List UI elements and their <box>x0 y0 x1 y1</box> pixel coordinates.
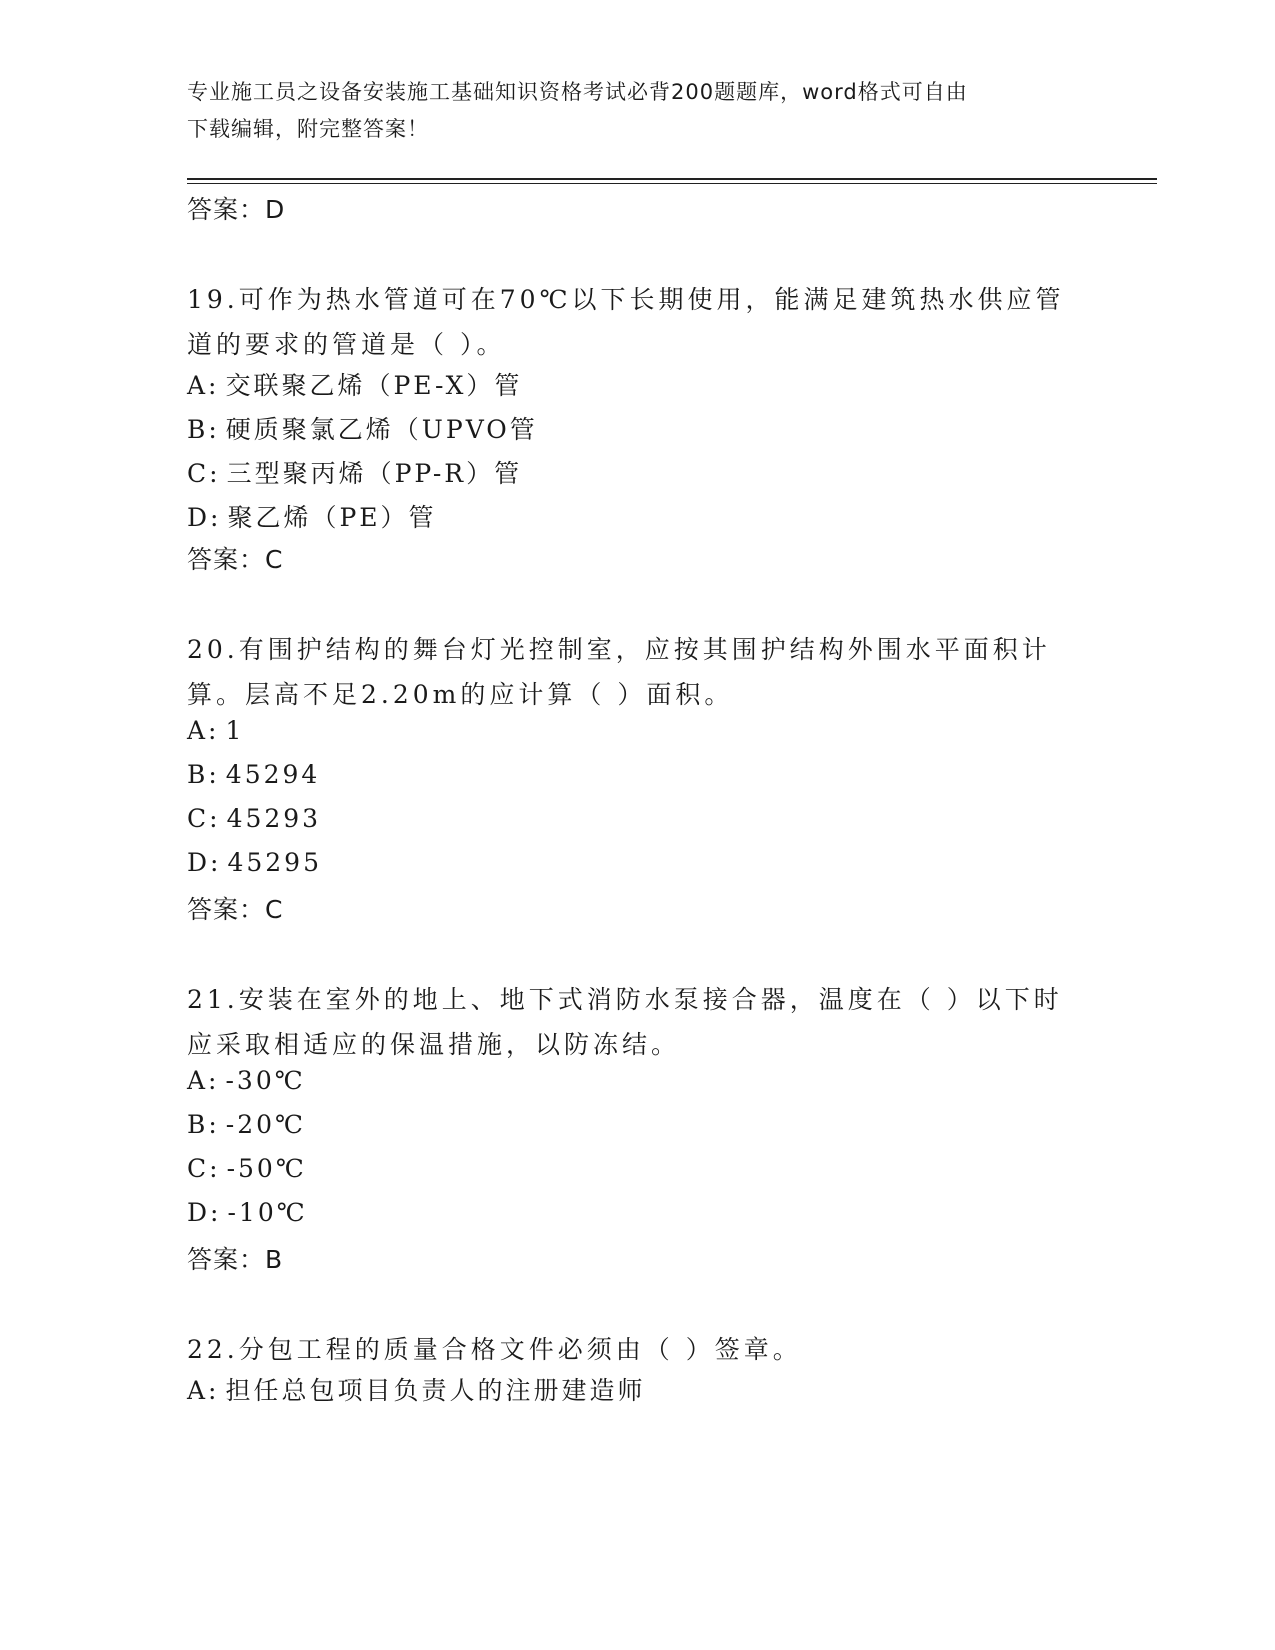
question-20-text: 20.有围护结构的舞台灯光控制室，应按其围护结构外围水平面积计算。层高不足2.20m的应计算（ ）面积。 <box>187 635 1051 709</box>
question-19-text: 19.可作为热水管道可在70℃以下长期使用，能满足建筑热水供应管道的要求的管道是（ ）。 <box>187 285 1065 359</box>
option-text: 45293 <box>226 804 322 833</box>
option-text: 担任总包项目负责人的注册建造师 <box>225 1376 646 1405</box>
option-label: C: <box>187 804 221 833</box>
question-20-answer: 答案：C <box>187 895 284 924</box>
option-label: D: <box>187 1198 222 1227</box>
header-line-2: 下载编辑，附完整答案！ <box>187 117 429 141</box>
option-label: B: <box>187 760 220 789</box>
header-divider-thin <box>187 183 1157 184</box>
option-text: -30℃ <box>225 1066 306 1095</box>
question-21-option-b <box>187 1110 306 1139</box>
option-text: -10℃ <box>227 1198 308 1227</box>
option-label: B: <box>187 415 220 444</box>
question-20-option-b <box>187 760 320 789</box>
option-label: A: <box>187 1066 220 1095</box>
option-label: C: <box>187 1154 221 1183</box>
question-21-option-a <box>187 1066 306 1095</box>
header-divider-thick <box>187 178 1157 180</box>
option-label: B: <box>187 1110 220 1139</box>
option-text: -50℃ <box>226 1154 307 1183</box>
question-21-text: 21.安装在室外的地上、地下式消防水泵接合器，温度在（ ）以下时应采取相适应的保温措施，以防冻结。 <box>187 985 1063 1059</box>
question-19-option-c <box>187 454 522 490</box>
question-22-text: 22.分包工程的质量合格文件必须由（ ）签章。 <box>187 1335 802 1364</box>
option-text: 45295 <box>227 848 322 877</box>
option-label: A: <box>187 1376 220 1405</box>
option-label: A: <box>187 371 220 400</box>
option-text: 硬质聚氯乙烯（UPVO管 <box>225 415 538 444</box>
question-19-option-b <box>187 410 538 446</box>
option-text: 1 <box>225 716 245 745</box>
question-19-answer: 答案：C <box>187 545 284 574</box>
question-21-answer: 答案：B <box>187 1245 284 1274</box>
question-19-option-a <box>187 366 522 402</box>
option-label: C: <box>187 459 221 488</box>
option-label: D: <box>187 503 222 532</box>
question-19-option-d <box>187 498 437 534</box>
option-text: -20℃ <box>225 1110 307 1139</box>
question-21-option-d <box>187 1198 308 1227</box>
option-text: 聚乙烯（PE）管 <box>227 503 437 532</box>
question-21-option-c <box>187 1154 307 1183</box>
option-text: 45294 <box>225 760 321 789</box>
question-22-option-a <box>187 1371 646 1407</box>
header-line-1: 专业施工员之设备安装施工基础知识资格考试必背200题题库，word格式可自由 <box>187 80 968 104</box>
option-label: A: <box>187 716 220 745</box>
option-text: 交联聚乙烯（PE-X）管 <box>225 371 523 400</box>
option-text: 三型聚丙烯（PP-R）管 <box>226 459 523 488</box>
question-20-option-d <box>187 848 322 877</box>
question-20-option-c <box>187 804 321 833</box>
option-label: D: <box>187 848 222 877</box>
question-20-option-a <box>187 716 244 745</box>
previous-answer: 答案：D <box>187 195 286 224</box>
document-header <box>187 74 1087 148</box>
